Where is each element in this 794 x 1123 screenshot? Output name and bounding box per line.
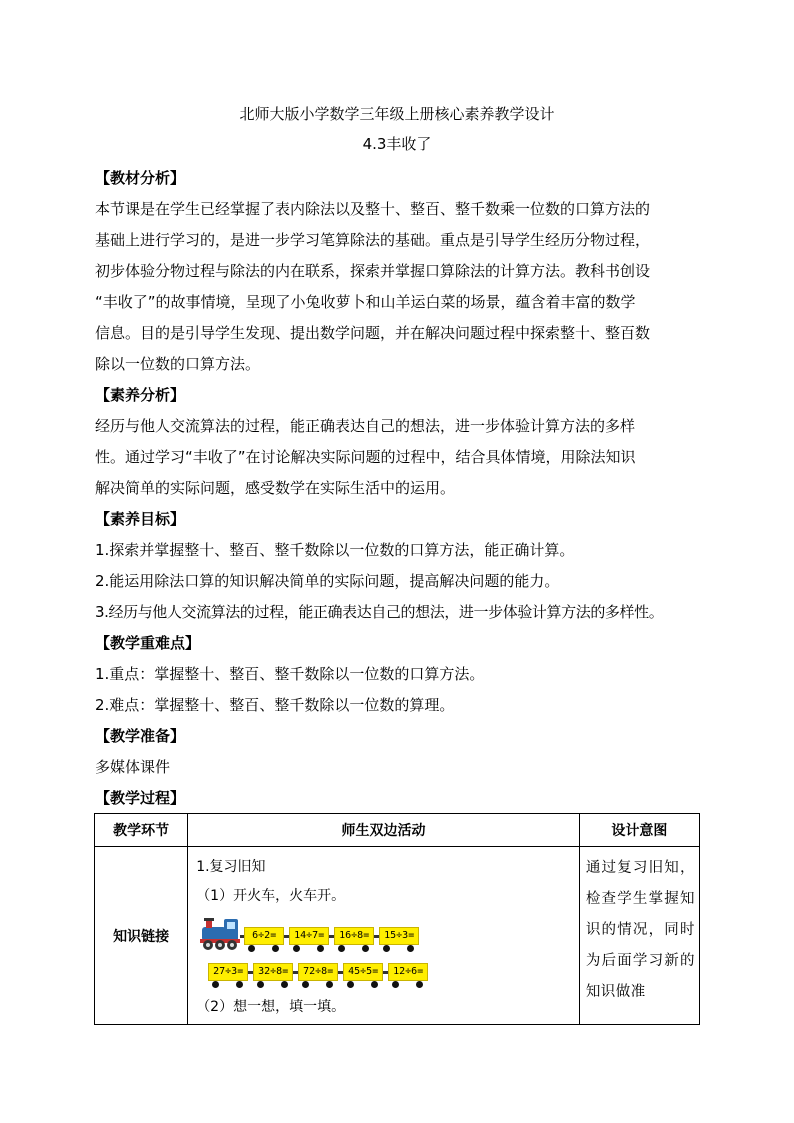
table-header-row — [95, 814, 700, 847]
wheel — [281, 981, 288, 988]
activity-cell — [188, 847, 580, 1025]
header-intent: 设计意图 — [579, 814, 699, 847]
activity-subtitle: （1）开火车，火车开。 — [196, 888, 346, 904]
train-car: 32÷8= — [253, 963, 293, 981]
preparation-text: 多媒体课件 — [95, 758, 171, 776]
wheel — [416, 981, 423, 988]
train-illustration — [196, 913, 573, 993]
activity-subtitle: （2）想一想，填一填。 — [196, 999, 346, 1015]
key-point-item: 1.重点：掌握整十、整百、整千数除以一位数的口算方法。 — [95, 665, 485, 683]
section-heading-process: 【教学过程】 — [95, 789, 186, 807]
wheel — [338, 945, 345, 952]
wheel — [362, 945, 369, 952]
textbook-analysis-paragraph — [95, 194, 701, 380]
wheel — [383, 945, 390, 952]
train-car: 6÷2= — [244, 927, 284, 945]
paragraph-line: 信息。目的是引导学生发现、提出数学问题，并在解决问题过程中探索整十、整百数 — [95, 324, 651, 342]
section-heading-literacy-analysis: 【素养分析】 — [95, 386, 186, 404]
header-stage: 教学环节 — [95, 814, 188, 847]
wheel — [392, 981, 399, 988]
section-heading-literacy-goals: 【素养目标】 — [95, 510, 186, 528]
wheel — [257, 981, 264, 988]
intent-cell — [579, 847, 699, 1025]
train-car: 12÷6= — [388, 963, 428, 981]
intent-text: 通过复习旧知，检查学生掌握知识的情况，同时为后面学习新的知识做准 — [585, 860, 695, 1000]
wheel — [302, 981, 309, 988]
train-car: 27÷3= — [208, 963, 248, 981]
wheel — [248, 945, 255, 952]
paragraph-line: 除以一位数的口算方法。 — [95, 355, 261, 373]
paragraph-line: “丰收了”的故事情境，呈现了小兔收萝卜和山羊运白菜的场景，蕴含着丰富的数学 — [95, 293, 636, 311]
wheel — [326, 981, 333, 988]
train-car: 14÷7= — [289, 927, 329, 945]
section-heading-key-points: 【教学重难点】 — [95, 634, 201, 652]
wheel — [272, 945, 279, 952]
teaching-process-table — [94, 813, 700, 1025]
wheel — [347, 981, 354, 988]
train-car: 72÷8= — [298, 963, 338, 981]
lesson-title: 4.3丰收了 — [362, 135, 432, 153]
section-heading-textbook-analysis: 【教材分析】 — [95, 169, 186, 187]
train-locomotive-icon — [200, 915, 240, 951]
wheel — [293, 945, 300, 952]
document-content — [95, 163, 701, 814]
paragraph-line: 本节课是在学生已经掌握了表内除法以及整十、整百、整千数乘一位数的口算方法的 — [95, 200, 651, 218]
paragraph-line: 经历与他人交流算法的过程，能正确表达自己的想法，进一步体验计算方法的多样 — [95, 417, 636, 435]
goal-item: 1.探索并掌握整十、整百、整千数除以一位数的口算方法，能正确计算。 — [95, 541, 575, 559]
paragraph-line: 初步体验分物过程与除法的内在联系，探索并掌握口算除法的计算方法。教科书创设 — [95, 262, 651, 280]
train-car: 45÷5= — [343, 963, 383, 981]
train-car: 16÷8= — [334, 927, 374, 945]
stage-cell: 知识链接 — [95, 847, 188, 1025]
goal-item: 3.经历与他人交流算法的过程，能正确表达自己的想法，进一步体验计算方法的多样性。 — [95, 603, 664, 621]
literacy-analysis-paragraph — [95, 411, 701, 504]
wheel — [212, 981, 219, 988]
key-point-item: 2.难点：掌握整十、整百、整千数除以一位数的算理。 — [95, 696, 455, 714]
paragraph-line: 基础上进行学习的，是进一步学习笔算除法的基础。重点是引导学生经历分物过程， — [95, 231, 651, 249]
paragraph-line: 解决简单的实际问题，感受数学在实际生活中的运用。 — [95, 479, 456, 497]
table-row — [95, 847, 700, 1025]
section-heading-preparation: 【教学准备】 — [95, 727, 186, 745]
document-title: 北师大版小学数学三年级上册核心素养教学设计 — [239, 105, 555, 123]
wheel — [317, 945, 324, 952]
wheel — [236, 981, 243, 988]
activity-title: 1.复习旧知 — [196, 859, 266, 875]
goal-item: 2.能运用除法口算的知识解决简单的实际问题，提高解决问题的能力。 — [95, 572, 560, 590]
wheel — [407, 945, 414, 952]
wheel — [371, 981, 378, 988]
train-car: 15÷3= — [379, 927, 419, 945]
header-activity: 师生双边活动 — [188, 814, 580, 847]
paragraph-line: 性。通过学习“丰收了”在讨论解决实际问题的过程中，结合具体情境，用除法知识 — [95, 448, 636, 466]
